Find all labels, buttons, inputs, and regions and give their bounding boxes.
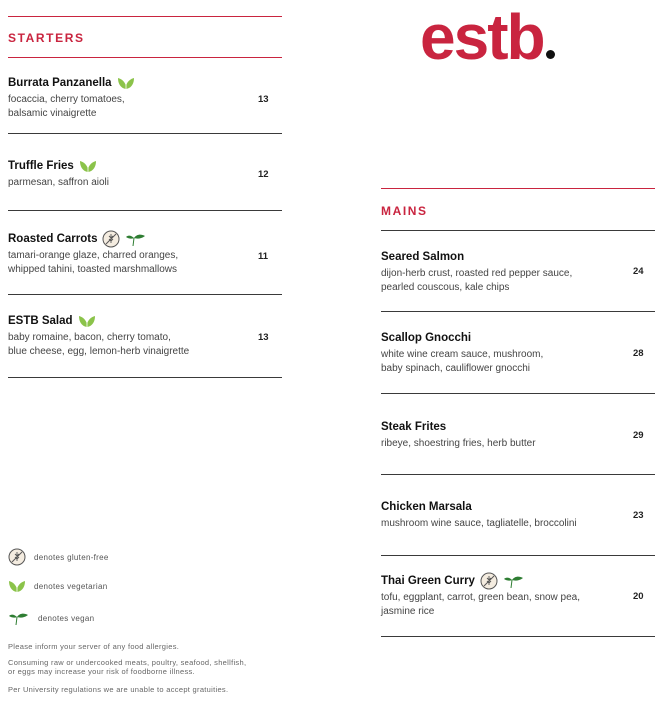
menu-item-thai-green-curry <box>381 572 580 619</box>
item-desc-line2: balsamic vinaigrette <box>8 108 97 119</box>
item-name: Scallop Gnocchi <box>381 332 472 344</box>
item-name: ESTB Salad <box>8 315 73 327</box>
item-name: Seared Salmon <box>381 251 465 263</box>
mains-title: MAINS <box>381 204 428 218</box>
item-desc-line1: tamari-orange glaze, charred oranges, <box>8 250 179 261</box>
item-desc-line1: ribeye, shoestring fries, herb butter <box>381 438 536 449</box>
menu-item-estb-salad <box>8 312 189 359</box>
vegetarian-leaf-icon <box>117 76 135 90</box>
menu-item-scallop-gnocchi <box>381 329 543 376</box>
divider <box>8 133 282 134</box>
gluten-free-icon <box>8 548 26 566</box>
item-desc-line2: whipped tahini, toasted marshmallows <box>8 264 177 275</box>
raw-food-note-line1: Consuming raw or undercooked meats, poultry, seafood, shellfish, <box>8 658 247 667</box>
item-desc-line2: blue cheese, egg, lemon-herb vinaigrette <box>8 346 190 357</box>
vegetarian-leaf-icon <box>79 159 97 173</box>
price-chicken-marsala: 23 <box>633 510 644 521</box>
price-truffle-fries: 12 <box>258 169 269 180</box>
item-name: Burrata Panzanella <box>8 77 112 89</box>
starters-title-rule <box>8 57 282 58</box>
gluten-free-icon <box>102 230 120 248</box>
vegan-sprout-icon <box>503 573 525 589</box>
legend-text: denotes vegan <box>38 613 95 623</box>
item-desc-line1: baby romaine, bacon, cherry tomato, <box>8 332 171 343</box>
divider <box>381 555 655 556</box>
item-desc-line2: pearled couscous, kale chips <box>381 282 510 293</box>
item-desc-line1: dijon-herb crust, roasted red pepper sauce, <box>381 268 573 279</box>
divider <box>8 210 282 211</box>
starters-top-rule <box>8 16 282 17</box>
item-name: Thai Green Curry <box>381 575 475 587</box>
raw-food-note-line2: or eggs may increase your risk of foodborne illness. <box>8 667 195 676</box>
menu-item-burrata-panzanella <box>8 74 135 121</box>
legend-text: denotes gluten-free <box>34 552 109 562</box>
item-desc-line1: focaccia, cherry tomatoes, <box>8 94 125 105</box>
vegan-sprout-icon <box>125 231 147 247</box>
menu-item-roasted-carrots <box>8 230 178 277</box>
item-desc-line1: parmesan, saffron aioli <box>8 177 109 188</box>
price-seared-salmon: 24 <box>633 266 644 277</box>
mains-top-rule <box>381 188 655 189</box>
divider <box>381 636 655 637</box>
divider <box>8 377 282 378</box>
menu-item-steak-frites <box>381 418 536 451</box>
divider <box>381 393 655 394</box>
item-desc-line1: mushroom wine sauce, tagliatelle, broccolini <box>381 518 577 529</box>
vegan-sprout-icon <box>8 610 30 626</box>
divider <box>381 474 655 475</box>
price-estb-salad: 13 <box>258 332 269 343</box>
menu-item-chicken-marsala <box>381 498 577 531</box>
starters-title: STARTERS <box>8 31 85 45</box>
item-desc-line2: jasmine rice <box>381 606 435 617</box>
logo-text: estb <box>420 1 544 73</box>
item-desc-line1: white wine cream sauce, mushroom, <box>381 349 544 360</box>
price-thai-green-curry: 20 <box>633 591 644 602</box>
item-desc-line1: tofu, eggplant, carrot, green bean, snow pea, <box>381 592 581 603</box>
item-name: Roasted Carrots <box>8 233 98 245</box>
menu-item-seared-salmon <box>381 248 572 295</box>
legend-gluten-free <box>8 548 109 566</box>
legend-text: denotes vegetarian <box>34 581 108 591</box>
price-scallop-gnocchi: 28 <box>633 348 644 359</box>
item-name: Truffle Fries <box>8 160 74 172</box>
vegetarian-leaf-icon <box>8 579 26 593</box>
divider <box>381 311 655 312</box>
item-name: Chicken Marsala <box>381 501 472 513</box>
legend-vegan <box>8 610 94 626</box>
mains-title-rule <box>381 230 655 231</box>
item-desc-line2: baby spinach, cauliflower gnocchi <box>381 363 530 374</box>
item-name: Steak Frites <box>381 421 447 433</box>
gluten-free-icon <box>480 572 498 590</box>
price-steak-frites: 29 <box>633 430 644 441</box>
divider <box>8 294 282 295</box>
menu-item-truffle-fries <box>8 157 109 190</box>
gratuity-note: Per University regulations we are unable to accept gratuities. <box>8 685 229 694</box>
logo-dot <box>546 50 555 59</box>
estb-logo <box>420 2 555 72</box>
price-burrata-panzanella: 13 <box>258 94 269 105</box>
vegetarian-leaf-icon <box>78 314 96 328</box>
allergy-note: Please inform your server of any food allergies. <box>8 642 180 651</box>
legend-vegetarian <box>8 579 107 593</box>
price-roasted-carrots: 11 <box>258 251 269 262</box>
